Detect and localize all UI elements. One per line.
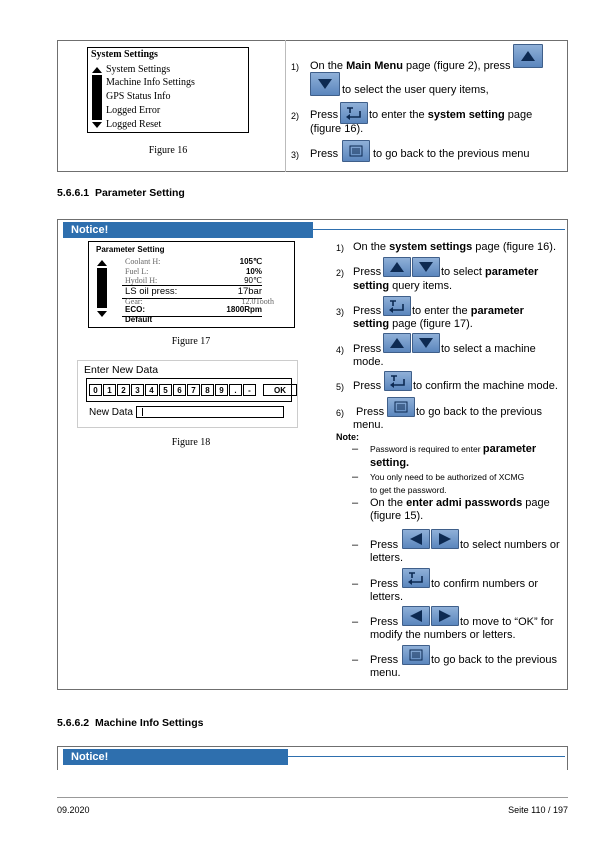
left-arrow-button[interactable] [402, 606, 430, 626]
step-text: Press [353, 343, 382, 355]
footer-rule [57, 797, 568, 798]
notice-bar-line [288, 756, 565, 757]
step-text: to go back to the previous [416, 406, 542, 418]
down-arrow-icon [317, 78, 333, 90]
right-arrow-icon [438, 532, 452, 546]
confirm-button[interactable] [384, 371, 412, 391]
param-row-selected: LS oil press: 17bar [122, 285, 262, 299]
note-text: letters. [370, 591, 404, 603]
lcd-item: Logged Error [106, 105, 161, 116]
enter-icon [388, 373, 408, 389]
keypad-key[interactable]: 1 [103, 384, 116, 396]
scrollbar [92, 75, 102, 120]
down-arrow-icon [418, 261, 434, 273]
enter-icon [344, 105, 364, 121]
up-arrow-button[interactable] [383, 333, 411, 353]
keypad-key[interactable]: 0 [89, 384, 102, 396]
note-text: modify the numbers or letters. [370, 629, 516, 641]
step-text: On the system settings page (figure 16). [353, 241, 557, 253]
step-text: On the Main Menu page (figure 2), press [310, 60, 511, 72]
param-row: Hydoil H: 90℃ [125, 276, 262, 285]
lcd-item: System Settings [106, 64, 171, 75]
step-number: 3) [291, 150, 300, 160]
param-row: Gear: 12.0Tooth [125, 297, 274, 306]
step-text: to select the user query items, [342, 84, 489, 96]
keypad-key[interactable]: 9 [215, 384, 228, 396]
note-dash: – [352, 616, 359, 628]
step-text: (figure 16). [310, 123, 364, 135]
step-text: to select parameter [441, 266, 539, 278]
figure16-caption: Figure 16 [148, 145, 188, 156]
param-row: Fuel L: 10% [125, 267, 262, 276]
lcd-item: Logged Reset [106, 119, 162, 130]
left-arrow-icon [409, 609, 423, 623]
up-arrow-button[interactable] [513, 44, 543, 68]
step-text: to go back to the previous menu [373, 148, 530, 160]
note-text: setting. [370, 457, 410, 469]
scroll-down-icon [92, 122, 102, 128]
figure16-divider [285, 40, 286, 172]
note-text: menu. [370, 667, 401, 679]
note-dash: – [352, 578, 359, 590]
keypad-key[interactable]: 3 [131, 384, 144, 396]
scroll-down-icon [97, 311, 107, 317]
new-data-input[interactable] [136, 406, 284, 418]
note-text: to select numbers or [460, 539, 560, 551]
menu-button[interactable] [402, 645, 430, 665]
figure17-caption: Figure 17 [171, 336, 211, 347]
section-heading: 5.6.6.1 Parameter Setting [57, 187, 185, 199]
note-text: to go back to the previous [431, 654, 557, 666]
step-number: 4) [336, 345, 345, 355]
step-text: menu. [353, 419, 384, 431]
note-dash: – [352, 443, 359, 455]
up-arrow-button[interactable] [383, 257, 411, 277]
keypad-key[interactable]: 6 [173, 384, 186, 396]
note-text: to confirm numbers or [431, 578, 538, 590]
note-text: Press [370, 654, 399, 666]
lcd-item: GPS Status Info [106, 91, 171, 102]
lcd-title: System Settings [91, 49, 158, 60]
figure18-caption: Figure 18 [171, 437, 211, 448]
note-dash: – [352, 471, 359, 483]
step-text: to confirm the machine mode. [413, 380, 558, 392]
step-text: Press [353, 266, 382, 278]
menu-button[interactable] [387, 397, 415, 417]
keypad-key[interactable]: 4 [145, 384, 158, 396]
down-arrow-icon [418, 337, 434, 349]
note-text: (figure 15). [370, 510, 424, 522]
note-dash: – [352, 497, 359, 509]
new-data-label: New Data [89, 407, 133, 418]
step-number: 3) [336, 307, 345, 317]
keypad-key[interactable]: - [243, 384, 256, 396]
right-arrow-icon [438, 609, 452, 623]
step-number: 2) [336, 268, 345, 278]
notice-bar: Notice! [63, 222, 313, 238]
step-text: Press [310, 109, 339, 121]
down-arrow-button[interactable] [310, 72, 340, 96]
step-text: mode. [353, 356, 384, 368]
right-arrow-button[interactable] [431, 606, 459, 626]
notice-bar: Notice! [63, 749, 288, 765]
note-dash: – [352, 539, 359, 551]
confirm-button[interactable] [340, 102, 368, 124]
figure17-title: Parameter Setting [96, 245, 165, 254]
scroll-up-icon [92, 67, 102, 73]
step-number: 1) [336, 243, 345, 253]
section-heading: 5.6.6.2 Machine Info Settings [57, 717, 204, 729]
step-text: to select a machine [441, 343, 536, 355]
step-text: to enter the system setting page [369, 109, 533, 121]
scrollbar [97, 268, 107, 308]
step-text: Press [310, 148, 339, 160]
scroll-up-icon [97, 260, 107, 266]
note-text: Password is required to enter parameter [370, 443, 537, 455]
left-arrow-button[interactable] [402, 529, 430, 549]
keypad-key[interactable]: 7 [187, 384, 200, 396]
lcd-item: Machine Info Settings [106, 77, 195, 88]
step-text: Press [356, 406, 385, 418]
param-row: Coolant H: 105℃ [125, 257, 262, 266]
note-text: Press [370, 616, 399, 628]
keypad-key[interactable]: 8 [201, 384, 214, 396]
down-arrow-button[interactable] [412, 333, 440, 353]
confirm-button[interactable] [402, 568, 430, 588]
up-arrow-icon [389, 337, 405, 349]
note-text: Press [370, 578, 399, 590]
step-text: Press [353, 380, 382, 392]
menu-button[interactable] [342, 140, 370, 162]
note-text: to get the password. [370, 485, 447, 495]
step-number: 5) [336, 382, 345, 392]
step-text: Press [353, 305, 382, 317]
confirm-button[interactable] [383, 296, 411, 316]
step-text: setting page (figure 17). [353, 318, 473, 330]
note-dash: – [352, 654, 359, 666]
note-text: On the enter admi passwords page [370, 497, 550, 509]
step-number: 1) [291, 62, 300, 72]
figure18-title: Enter New Data [84, 364, 159, 376]
left-arrow-icon [409, 532, 423, 546]
enter-icon [406, 570, 426, 586]
keypad-key[interactable]: . [229, 384, 242, 396]
step-text: to enter the parameter [412, 305, 524, 317]
param-row: Default [125, 315, 153, 324]
right-arrow-button[interactable] [431, 529, 459, 549]
step-text: setting query items. [353, 280, 453, 292]
note-text: Press [370, 539, 399, 551]
keypad-key[interactable]: 5 [159, 384, 172, 396]
footer-date: 09.2020 [57, 805, 90, 815]
menu-icon [393, 400, 409, 414]
note-text: You only need to be authorized of XCMG [370, 472, 525, 482]
step-number: 2) [291, 111, 300, 121]
notice-bar-line [313, 229, 565, 230]
text-cursor [142, 408, 143, 416]
down-arrow-button[interactable] [412, 257, 440, 277]
note-text: to move to “OK” for [460, 616, 554, 628]
note-label: Note: [336, 432, 359, 442]
step-number: 6) [336, 408, 345, 418]
up-arrow-icon [520, 50, 536, 62]
menu-icon [408, 648, 424, 662]
note-text: letters. [370, 552, 404, 564]
menu-icon [348, 144, 364, 158]
enter-icon [387, 298, 407, 314]
keypad-key[interactable]: 2 [117, 384, 130, 396]
figure16-lcd [87, 47, 249, 133]
up-arrow-icon [389, 261, 405, 273]
key-ok[interactable]: OK [263, 384, 297, 396]
param-row: ECO: 1800Rpm [122, 305, 262, 317]
footer-page: Seite 110 / 197 [508, 805, 568, 815]
